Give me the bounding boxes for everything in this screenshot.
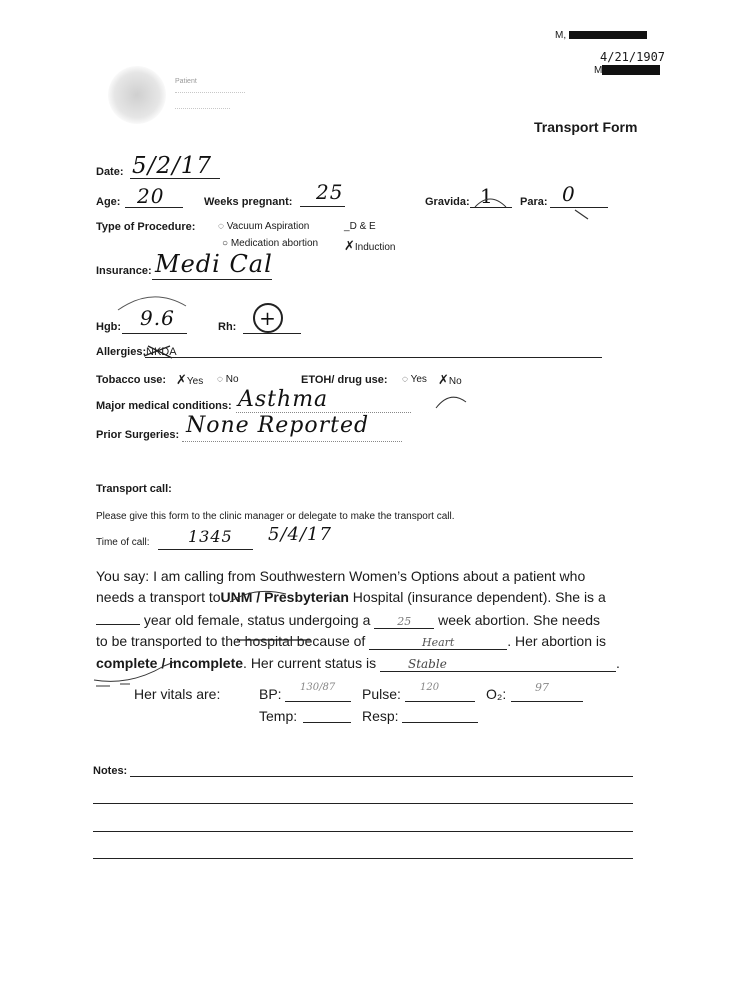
procedure-option-de[interactable]: _D & E: [344, 221, 376, 232]
checkbox-icon: ◌: [217, 374, 223, 385]
etoh-yes[interactable]: ◌ Yes: [402, 374, 427, 385]
weeks-value: 25: [316, 180, 344, 204]
notes-line: [130, 776, 633, 777]
time-label: Time of call:: [96, 537, 150, 548]
checkbox-icon: _: [344, 221, 350, 232]
hospital-pen-circle: [224, 582, 294, 614]
date-label: Date:: [96, 166, 124, 178]
bp-label: BP:: [259, 686, 282, 702]
age-blank: [96, 624, 140, 625]
address-dots: [175, 108, 230, 109]
pulse-label: Pulse:: [362, 686, 401, 702]
gravida-pen-mark: [470, 185, 510, 211]
age-underline: [125, 207, 183, 208]
pulse-value: 120: [420, 682, 440, 693]
etoh-no[interactable]: ✗No: [438, 372, 462, 387]
transport-heading: Transport call:: [96, 483, 172, 495]
tobacco-no[interactable]: ◌ No: [217, 374, 239, 385]
surgeries-dots: [182, 441, 402, 442]
bp-underline: [285, 701, 351, 702]
time-value: 1345: [188, 527, 233, 546]
vitals-label: Her vitals are:: [134, 686, 221, 702]
insurance-value: Medi Cal: [155, 250, 273, 278]
logo-blur: [108, 66, 166, 124]
say-line-1: You say: I am calling from Southwestern Women’s Options about a patient who: [96, 568, 586, 584]
weeks-label: Weeks pregnant:: [204, 196, 293, 208]
medical-label: Major medical conditions:: [96, 400, 232, 412]
form-title: Transport Form: [534, 119, 638, 135]
weeks-underline: [300, 206, 345, 207]
notes-label: Notes:: [93, 765, 128, 777]
header-date: 4/21/1907: [600, 50, 666, 64]
checkmark-x-icon: ✗: [344, 238, 355, 253]
time-date: 5/4/17: [268, 524, 332, 545]
age-label: Age:: [96, 196, 121, 208]
address-dots: [175, 92, 245, 93]
status-blank: Stable: [380, 657, 616, 672]
allergies-strikethrough: [140, 342, 200, 362]
hgb-underline: [122, 333, 187, 334]
o2-label: O₂:: [486, 686, 507, 702]
address-line: Patient: [175, 78, 197, 85]
strike-the-hospital: [235, 634, 315, 646]
procedure-label: Type of Procedure:: [96, 221, 196, 233]
rh-label: Rh:: [218, 321, 237, 333]
header-top-right-line1: M,: [555, 30, 647, 41]
hgb-value: 9.6: [140, 306, 175, 330]
checkmark-x-icon: ✗: [438, 372, 449, 387]
procedure-option-vacuum[interactable]: ◌ Vacuum Aspiration: [218, 221, 310, 232]
tobacco-yes[interactable]: ✗Yes: [176, 372, 204, 387]
procedure-option-medication[interactable]: ○ Medication abortion: [222, 238, 319, 249]
insurance-underline: [152, 279, 272, 280]
rh-underline: [243, 333, 301, 334]
complete-pen-mark: [90, 660, 190, 690]
surgeries-value: None Reported: [186, 413, 370, 438]
para-value: 0: [562, 182, 576, 206]
medical-value: Asthma: [238, 387, 329, 412]
allergies-underline: [145, 357, 602, 358]
temp-label: Temp:: [259, 708, 298, 724]
abortion-status-choice: complete / incomplete: [96, 655, 244, 671]
resp-label: Resp:: [362, 708, 399, 724]
rh-arc-mark: [112, 286, 192, 316]
notes-line: [93, 858, 633, 859]
temp-underline: [303, 722, 351, 723]
hospital-choice: UNM / Presbyterian: [220, 589, 349, 605]
surgeries-label: Prior Surgeries:: [96, 429, 180, 441]
gravida-label: Gravida:: [425, 196, 470, 208]
para-label: Para:: [520, 196, 548, 208]
pulse-underline: [405, 701, 475, 702]
weeks-blank: 25: [374, 615, 434, 629]
date-underline: [130, 178, 220, 179]
say-line-2: needs a transport toUNM / Presbyterian Hospital (insurance dependent). She is a: [96, 589, 606, 605]
header-top-right-line3: M: [594, 65, 660, 76]
o2-value: 97: [535, 681, 549, 694]
say-line-5: complete / incomplete. Her current status is Stable .: [96, 655, 620, 671]
time-underline: [158, 549, 253, 550]
etoh-label: ETOH/ drug use:: [301, 374, 388, 386]
etoh-arc-mark: [432, 388, 472, 412]
date-value: 5/2/17: [132, 153, 213, 179]
checkmark-x-icon: ✗: [176, 372, 187, 387]
notes-line: [93, 803, 633, 804]
notes-line: [93, 831, 633, 832]
say-line-4: to be transported to the hospital because of Heart . Her abortion is: [96, 633, 607, 649]
bp-value: 130/87: [300, 682, 336, 693]
gravida-value: 1: [480, 184, 494, 208]
hgb-label: Hgb:: [96, 321, 122, 333]
age-value: 20: [137, 184, 165, 208]
allergies-value: NKDA: [146, 346, 177, 358]
allergies-label: Allergies:: [96, 346, 147, 358]
resp-underline: [402, 722, 478, 723]
insurance-label: Insurance:: [96, 265, 152, 277]
say-line-3: year old female, status undergoing a 25 week abortion. She needs: [96, 612, 600, 629]
checkbox-icon: ○: [222, 238, 229, 249]
tobacco-label: Tobacco use:: [96, 374, 167, 386]
checkbox-icon: ◌: [218, 221, 224, 232]
redaction-bar: [602, 65, 660, 75]
checkbox-icon: ◌: [402, 374, 408, 385]
reason-blank: Heart: [369, 636, 507, 650]
transport-instruction: Please give this form to the clinic manager or delegate to make the transport call.: [96, 511, 455, 522]
redaction-bar: [569, 31, 647, 39]
para-pen-mark: [570, 205, 610, 235]
procedure-option-induction[interactable]: ✗Induction: [344, 238, 396, 253]
o2-underline: [511, 701, 583, 702]
rh-value: +: [253, 303, 283, 333]
